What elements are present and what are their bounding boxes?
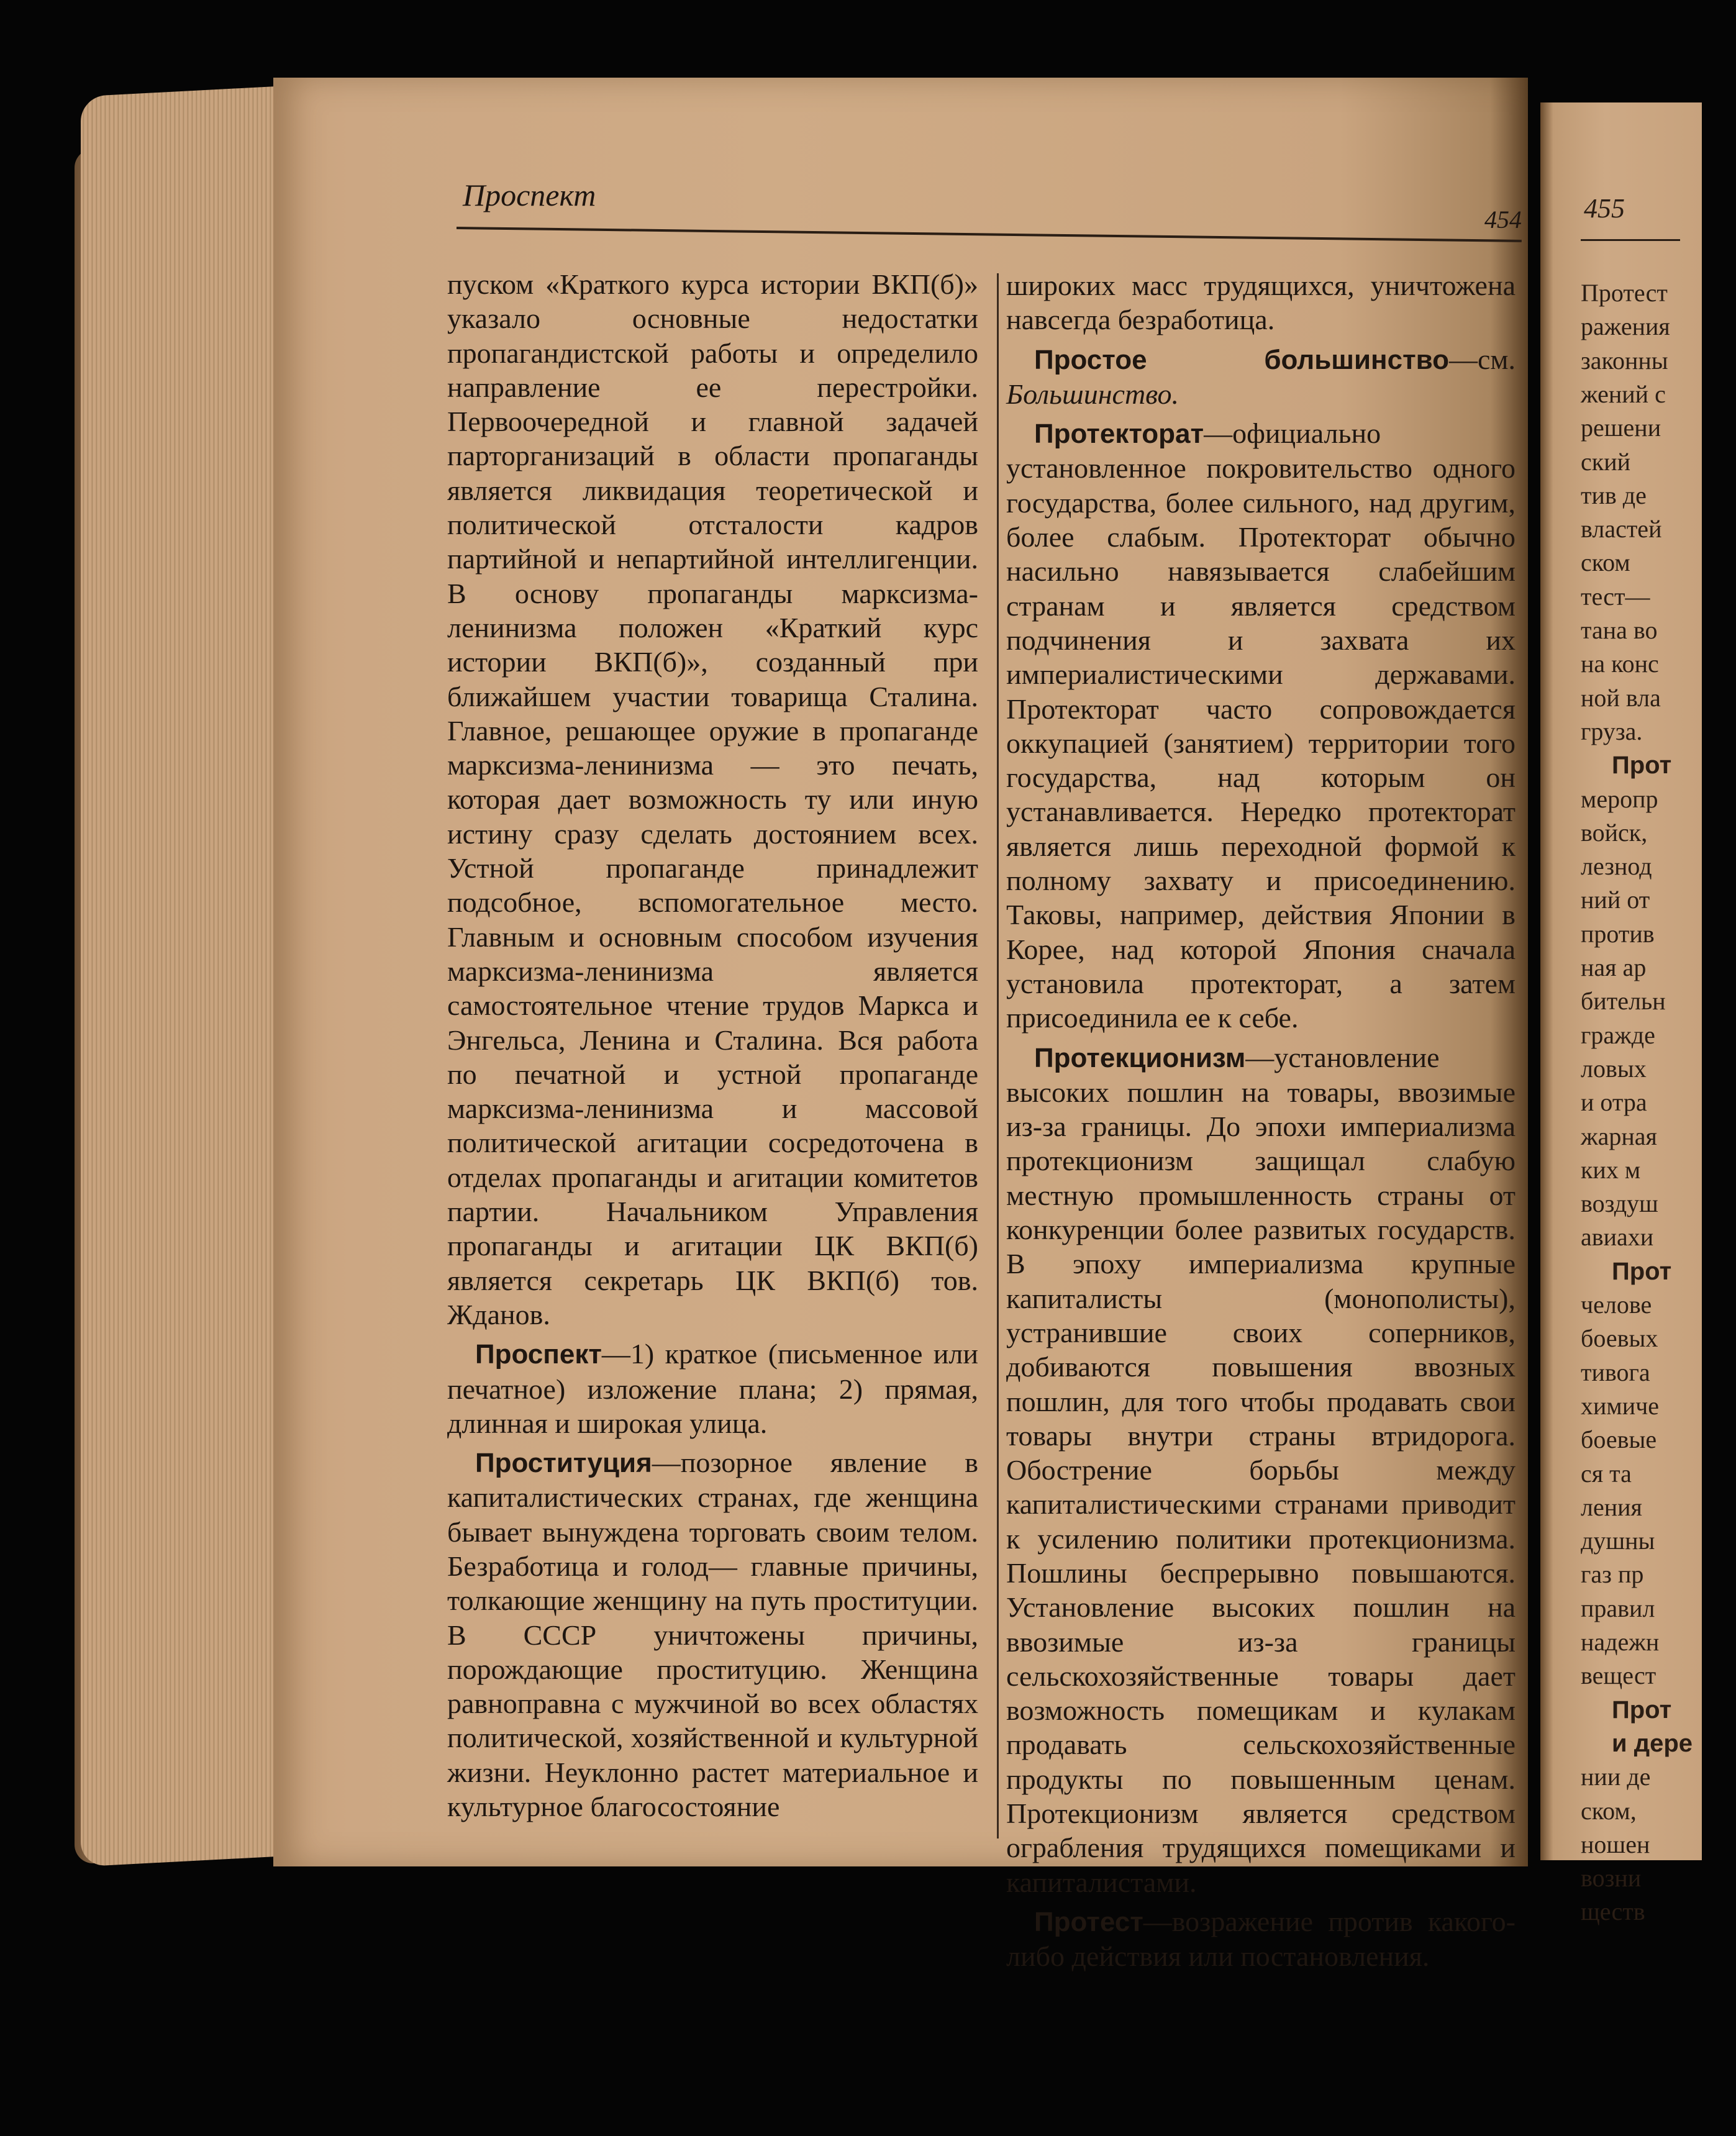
entry-term: Протекторат (1034, 419, 1204, 450)
right-page-line: авиахи (1581, 1223, 1654, 1252)
right-page-line: газ пр (1581, 1560, 1644, 1589)
entry-term: Простое большинство (1034, 344, 1449, 375)
running-title: Проспект (463, 178, 596, 212)
right-page-line: законны (1581, 346, 1668, 375)
right-page-line: ражения (1581, 312, 1670, 341)
right-page-line: лезнод (1581, 852, 1652, 881)
right-page-line: надежн (1581, 1628, 1660, 1656)
entry-definition: —см. (1448, 343, 1516, 375)
right-page-line: Протест (1581, 279, 1668, 307)
dictionary-entry (447, 1337, 978, 1440)
paragraph-continuation: пуском «Краткого курса истории ВКП(б)» указало основные недостатки пропагандистской работы и определило направление ее перестройки. Первоочередной и главной задачей парторганизаций в области пропаганды является ликвидация теоретической и политической отсталости кадров партийной и непартийной интеллигенции. В основу пропаганды марксизма-ленинизма положен «Краткий курс истории ВКП(б)», созданный при ближайшем участии товарища Сталина. Главное, решающее оружие в пропаганде марксизма-ленинизма — это печать, которая дает возможность ту или иную истину сразу сделать достоянием всех. Устной пропаганде принадлежит подсобное, вспомогательное место. Главным и основным способом изучения марксизма-ленинизма является самостоятельное чтение трудов Маркса и Энгельса, Ленина и Сталина. Вся работа по печатной и устной пропаганде марксизма-ленинизма и массовой политической агитации сосредоточена в отделах пропаганды и агитации комитетов партии. Начальником Управления пропаганды и агитации ЦК ВКП(б) является секретарь ЦК ВКП(б) тов. Жданов. (447, 268, 978, 1330)
right-page-line: ском, (1581, 1796, 1637, 1825)
entry-definition: —установление высоких пошлин на товары, ввозимые из-за границы. До эпохи империализма протекционизм защищал слабую местную промышленность страны от конкуренции более развитых государств. В эпоху империализма крупные капиталисты (монополисты), устранившие своих соперников, добиваются повышения ввозных пошлин, для того чтобы продавать свои товары внутри страны втридорога. Обострение борьбы между капиталистическими странами приводит к усилению политики протекционизма. Пошлины беспрерывно повышаются. Установление высоких пошлин на ввозимые из-за границы сельскохозяйственные товары дает возможность помещикам и кулакам продавать сельскохозяйственные продукты по повышенным ценам. Протекционизм является средством ограбления трудящихся помещиками и капиталистами. (1006, 1041, 1516, 1898)
right-page-line: ношен (1581, 1830, 1650, 1858)
right-page-line: ском (1581, 548, 1630, 577)
middle-column (1006, 268, 1516, 1974)
entry-definition: —позорное явление в капиталистических странах, где женщина бывает вынуждена торговать своим телом. Безработица и голод— главные причины, толкающие женщину на путь проституции. В СССР уничтожены причины, порождающие проституцию. Женщина равноправна с мужчиной во всех областях политической, хозяйственной и культурной жизни. Неуклонно растет материальное и культурное благосостояние (447, 1447, 978, 1823)
right-page-line: тест— (1581, 582, 1650, 611)
right-page-line: тивога (1581, 1358, 1650, 1386)
right-page-line: войск, (1581, 818, 1648, 847)
dictionary-entry (1006, 342, 1516, 412)
cross-reference: Большинство. (1006, 378, 1179, 410)
right-page-line: ная ар (1581, 953, 1647, 981)
right-page-line: жарная (1581, 1122, 1657, 1150)
right-page-line: боевые (1581, 1425, 1657, 1454)
right-page-line: Прот (1612, 752, 1672, 779)
right-page-line: Прот (1612, 1257, 1672, 1285)
right-page-line: и дере (1612, 1729, 1693, 1757)
right-page-line: ществ (1581, 1897, 1645, 1926)
header-rule-right (1581, 239, 1680, 241)
right-page-line: правил (1581, 1594, 1655, 1622)
page-number-right: 455 (1584, 193, 1625, 224)
right-page-line: меропр (1581, 784, 1658, 813)
right-page-line: химиче (1581, 1391, 1659, 1420)
entry-term: Проспект (475, 1339, 602, 1370)
page-number-left: 454 (1484, 206, 1522, 234)
entry-definition: —возражение против какого-либо действия или постановления. (1006, 1905, 1516, 1973)
right-page-line: ский (1581, 447, 1630, 476)
right-page-line: возни (1581, 1864, 1642, 1893)
right-page-line: решени (1581, 414, 1661, 442)
right-page-line: гражде (1581, 1020, 1655, 1049)
right-page-line: челове (1581, 1291, 1652, 1319)
dictionary-entry (1006, 416, 1516, 1035)
right-page-line: груза. (1581, 717, 1643, 745)
left-column (447, 267, 978, 1824)
right-page-line: ной вла (1581, 683, 1661, 712)
right-page-line: воздуш (1581, 1189, 1658, 1218)
right-page-line: на конс (1581, 650, 1659, 678)
right-page-line: жений с (1581, 379, 1666, 408)
entry-definition: —1) краткое (письменное или печатное) изложение плана; 2) прямая, длинная и широкая улица. (447, 1338, 978, 1439)
dictionary-entry (447, 1445, 978, 1824)
right-page-line: ний от (1581, 886, 1650, 914)
right-page-line: ловых (1581, 1054, 1647, 1083)
entry-term: Проституция (475, 1448, 652, 1479)
right-page-line: ления (1581, 1493, 1642, 1521)
right-page-line: душны (1581, 1527, 1655, 1555)
dictionary-entry (1006, 1904, 1516, 1974)
entry-term: Протест (1034, 1906, 1143, 1937)
right-page-line: против (1581, 919, 1655, 948)
right-page-line: тана во (1581, 616, 1658, 644)
column-divider (997, 273, 999, 1838)
right-page-line: боевых (1581, 1324, 1658, 1353)
entry-term: Протекционизм (1034, 1042, 1246, 1073)
right-page-line: и отра (1581, 1088, 1647, 1117)
right-page-line: нии де (1581, 1763, 1651, 1791)
entry-definition: —официально установленное покровительство одного государства, более сильного, над другим, более слабым. Протекторат обычно насильно навязывается слабейшим странам и является средством подчинения и захвата их империалистическими державами. Протекторат часто сопровождается оккупацией (занятием) территории того государства, над которым он устанавливается. Нередко протекторат является лишь переходной формой к полному захвату и присоединению. Таковы, например, действия Японии в Корее, над которой Япония сначала установила протекторат, а затем присоединила ее к себе. (1006, 417, 1516, 1034)
right-page-line: Прот (1612, 1696, 1672, 1724)
paragraph-continuation: широких масс трудящихся, уничтожена навсегда безработица. (1006, 270, 1516, 336)
right-page-line: вещест (1581, 1661, 1656, 1690)
right-page-line: бительн (1581, 987, 1666, 1016)
right-page-line: властей (1581, 515, 1662, 543)
right-page-line: ких м (1581, 1155, 1641, 1184)
right-page-line: тив де (1581, 481, 1647, 509)
dictionary-entry (1006, 1040, 1516, 1899)
right-page-line: ся та (1581, 1459, 1632, 1488)
